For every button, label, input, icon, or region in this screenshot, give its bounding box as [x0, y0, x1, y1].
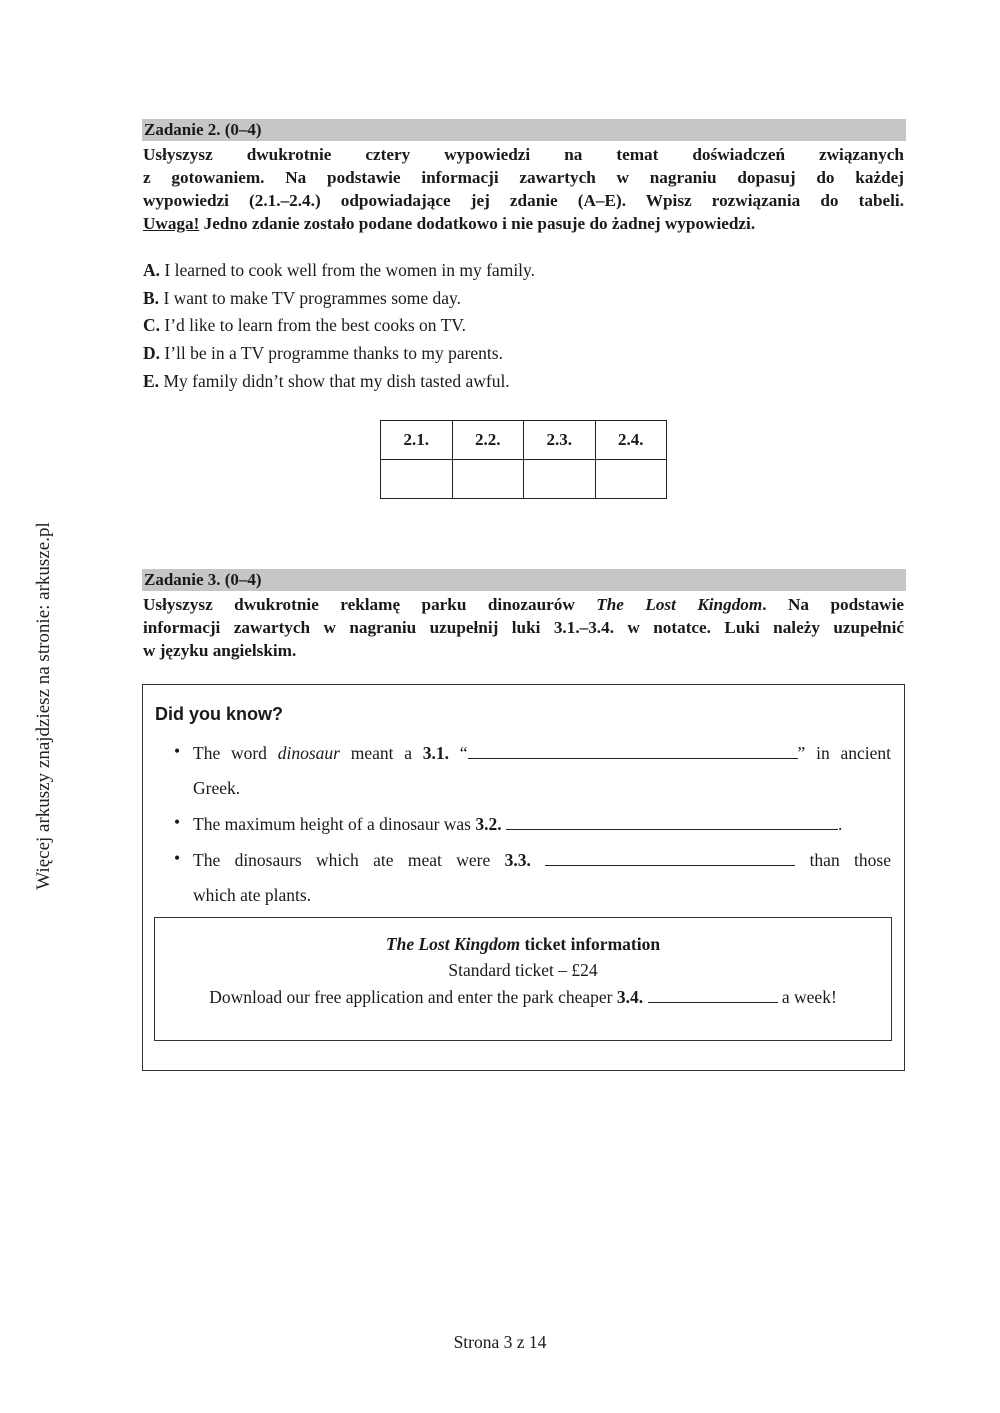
ticket-text: a week! — [777, 987, 837, 1007]
task3-title: Zadanie 3. (0–4) — [142, 569, 906, 591]
ticket-price: Standard ticket – £24 — [448, 960, 598, 980]
task2-title: Zadanie 2. (0–4) — [142, 119, 906, 141]
park-name: The Lost Kingdom — [385, 934, 521, 954]
task2-instr-line2: z gotowaniem. Na podstawie informacji zawartych w nagraniu dopasuj do każdej — [143, 168, 904, 187]
answer-cell-2-1[interactable] — [381, 460, 453, 499]
answer-header-2-4: 2.4. — [595, 421, 667, 460]
option-text: I want to make TV programmes some day. — [159, 287, 462, 308]
answer-cell-2-3[interactable] — [524, 460, 596, 499]
answer-cell-2-2[interactable] — [452, 460, 524, 499]
did-you-know-heading: Did you know? — [155, 704, 283, 724]
answer-table-input-row — [381, 460, 667, 499]
note-text: meant a — [339, 743, 423, 763]
ticket-info-title — [154, 934, 892, 955]
option-text: I learned to cook well from the women in my family. — [160, 260, 536, 280]
note-3-1-line2: Greek. — [193, 778, 241, 798]
task3-instr-line1 — [143, 593, 904, 616]
page-number: Strona 3 z 14 — [453, 1332, 547, 1352]
option-e — [143, 369, 535, 397]
option-text: My family didn’t show that my dish tasted awful. — [159, 370, 510, 391]
bullet-icon: • — [174, 741, 181, 761]
note-italic: dinosaur — [277, 743, 340, 763]
note-text: The maximum height of a dinosaur was — [193, 814, 476, 834]
gap-3-3-blank[interactable] — [545, 851, 795, 866]
note-3-3-line2: which ate plants. — [193, 885, 312, 905]
task2-instr-line3: wypowiedzi (2.1.–2.4.) odpowiadające jej zdanie (A–E). Wpisz rozwiązania do tabeli. — [143, 191, 904, 210]
note-3-2 — [193, 812, 891, 836]
note-text: The word — [193, 743, 278, 763]
answer-header-2-2: 2.2. — [452, 421, 524, 460]
note-3-1 — [193, 741, 891, 765]
instr-text: Usłyszysz dwukrotnie reklamę parku dinozaurów — [143, 595, 597, 614]
instr-text: . Na podstawie — [762, 595, 904, 614]
task2-options-list — [143, 258, 535, 396]
gap-3-2-blank[interactable] — [506, 815, 838, 830]
option-letter: A. — [143, 260, 161, 280]
note-3-3 — [193, 848, 891, 872]
gap-number: 3.3. — [504, 850, 531, 870]
option-letter: B. — [143, 287, 160, 308]
option-text: I’ll be in a TV programme thanks to my parents. — [160, 343, 503, 364]
note-label: Uwaga! — [143, 214, 200, 233]
option-letter: E. — [143, 370, 160, 391]
ticket-text: Download our free application and enter the park cheaper — [209, 987, 617, 1007]
ticket-offer-line — [154, 987, 892, 1008]
gap-3-1-blank[interactable] — [468, 744, 798, 759]
ticket-title-text: ticket information — [520, 934, 661, 954]
bullet-icon: • — [174, 848, 181, 868]
answer-header-2-1: 2.1. — [381, 421, 453, 460]
note-text: The dinosaurs which ate meat were — [193, 850, 505, 870]
task3-instr-line3: w języku angielskim. — [143, 641, 297, 660]
option-letter: D. — [143, 343, 161, 364]
note-text: . — [838, 814, 843, 834]
park-name: The Lost Kingdom — [596, 595, 763, 614]
gap-3-4-blank[interactable] — [648, 988, 778, 1003]
task2-instructions — [143, 143, 904, 235]
answer-header-2-3: 2.3. — [524, 421, 596, 460]
answer-cell-2-4[interactable] — [595, 460, 667, 499]
option-text: I’d like to learn from the best cooks on TV. — [160, 315, 467, 336]
side-watermark-text: Więcej arkuszy znajdziesz na stronie: arkusze.pl — [33, 522, 54, 890]
task3-instr-line2: informacji zawartych w nagraniu uzupełnij luki 3.1.–3.4. w notatce. Luki należy uzupełnić — [143, 618, 904, 637]
option-d — [143, 341, 535, 369]
note-text: “ — [449, 743, 468, 763]
option-letter: C. — [143, 315, 161, 336]
note-text: Jedno zdanie zostało podane dodatkowo i nie pasuje do żadnej wypowiedzi. — [199, 214, 756, 233]
gap-number: 3.2. — [475, 814, 502, 834]
note-text: than those — [809, 850, 891, 870]
task2-instr-line1: Usłyszysz dwukrotnie cztery wypowiedzi na temat doświadczeń związanych — [143, 145, 904, 164]
option-a — [143, 258, 535, 286]
gap-number: 3.4. — [616, 987, 644, 1007]
answer-table-header-row — [381, 421, 667, 460]
gap-number: 3.1. — [422, 743, 450, 763]
note-text: ” in ancient — [797, 743, 891, 763]
task2-note — [143, 212, 904, 235]
option-c — [143, 313, 535, 341]
bullet-icon: • — [174, 812, 181, 832]
task3-instructions — [143, 593, 904, 662]
option-b — [143, 286, 535, 314]
task2-answer-table — [380, 420, 667, 499]
